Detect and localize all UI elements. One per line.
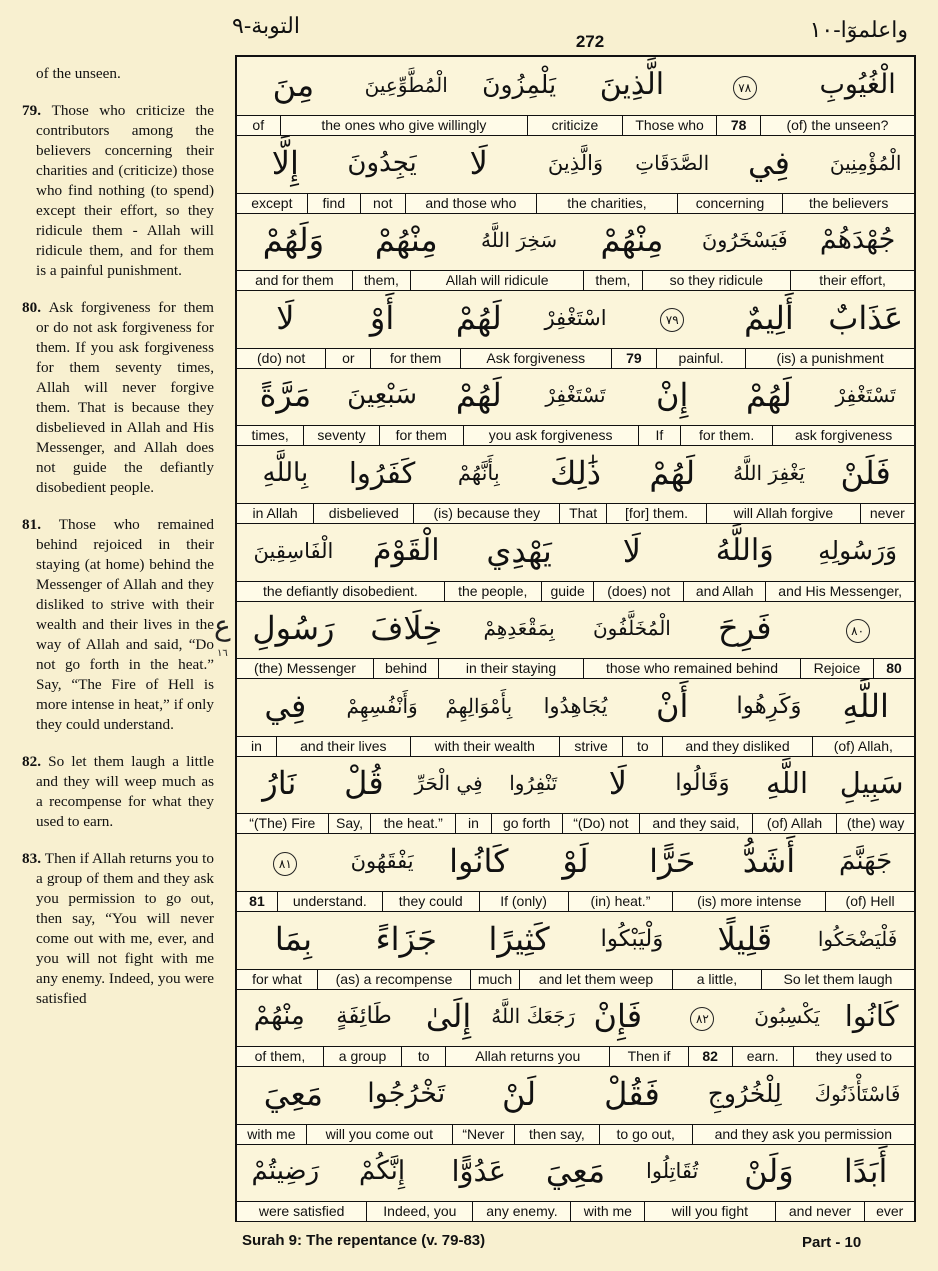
arabic-word: وَأَنْفُسِهِمْ [346,693,418,718]
arabic-word: مِنَ [272,66,315,104]
word-meaning: (is) because they [414,504,560,523]
word-meaning: and His Messenger, [778,582,903,599]
arabic-word: لَوْ [562,842,589,880]
word-meaning: them, [584,271,642,290]
verse-text: So let them laugh a little and they will weep much as a recompense for what they used to earn. [36,753,214,830]
verse-text: of the unseen. [36,65,121,82]
ruku-marker [214,609,231,668]
arabic-word: الْمُؤْمِنِينَ [829,150,902,175]
word-meaning: (of) Hell [845,893,895,909]
word-meaning: with their wealth [411,737,560,756]
word-meaning: So let them laugh [783,970,893,987]
word-meaning: strive [560,737,623,756]
verse-end-mark: ٨٢ [690,1007,714,1031]
word-meaning: seventy [304,426,380,445]
arabic-word: اسْتَغْفِرْ [544,305,607,330]
word-meaning: with me [237,1125,307,1144]
translation-verse [22,298,214,498]
arabic-row [237,988,914,1046]
arabic-word: فِي [264,686,307,725]
verse-line [237,212,914,290]
word-meaning: except [237,194,308,213]
arabic-word: لِلْخُرُوجِ [707,1078,782,1108]
word-meaning: you ask forgiveness [464,426,639,445]
arabic-word: عَذَابٌ [828,298,904,337]
word-meaning: Indeed, you [367,1202,473,1221]
word-meaning: they could [383,892,480,911]
page-header [0,0,938,54]
word-meaning: for them [371,349,460,368]
arabic-word: وَكَرِهُوا [736,692,802,719]
arabic-word: اللَّهِ [766,766,809,801]
word-meaning: so they ridicule [643,271,792,290]
translation-verse [22,515,214,735]
word-meaning: for what [237,970,318,989]
english-row [237,813,914,834]
arabic-word: مِنْهُمْ [600,221,664,260]
verse-line [237,600,914,678]
arabic-word: أَوْ [369,298,395,337]
arabic-word: تُقَاتِلُوا [646,1159,699,1184]
arabic-word: بِأَنَّهُمْ [457,461,500,485]
verse-end-mark: ٧٨ [733,76,757,100]
word-meaning: disbelieved [314,504,414,523]
word-meaning: 81 [237,892,278,911]
word-meaning: and their lives [277,737,411,756]
word-meaning: 82 [689,1047,733,1066]
word-meaning: times, [237,426,304,445]
word-meaning: the believers [808,194,889,211]
english-row [237,658,914,679]
verse-end-mark: ٨٠ [846,619,870,643]
arabic-word: وَلَهُمْ [262,221,325,260]
arabic-word: بِاللَّهِ [262,458,309,488]
word-meaning: or [326,349,371,368]
arabic-word: ذَٰلِكَ [550,454,601,492]
arabic-word: مَعِيَ [263,1074,324,1113]
word-meaning: find [308,194,361,213]
arabic-word: كَانُوا [449,842,509,880]
arabic-word: فِي [747,143,790,182]
word-meaning: them, [353,271,411,290]
arabic-word: يَهْدِي [486,531,552,570]
arabic-word: بِأَمْوَالِهِمْ [445,693,513,718]
verse-number: 82. [22,753,49,770]
arabic-word: فِي الْحَرِّ [414,771,483,796]
arabic-word: فَرِحَ [717,609,772,648]
verse-text: Then if Allah returns you to a group of them and they ask you permission to go out, then say, “You will never come out with me, ever, and you will not fight with me any enemy. Indeed, you were satisfied [36,850,215,1007]
arabic-word: قُلْ [344,764,384,803]
word-meaning: will Allah forgive [707,504,861,523]
word-meaning: go forth [492,814,563,833]
word-meaning: the ones who give willingly [281,116,529,135]
arabic-word: فَقُلْ [604,1074,660,1113]
arabic-word: رَضِيتُمْ [251,1156,320,1187]
english-row [237,348,914,369]
word-meaning: any enemy. [473,1202,571,1221]
word-meaning: their effort, [819,272,886,289]
word-meaning: (the) way [846,815,905,832]
word-meaning: will you come out [307,1125,453,1144]
arabic-row [237,1066,914,1124]
arabic-word: فَإِنْ [593,997,643,1036]
word-meaning: to go out, [600,1125,693,1144]
word-meaning: (does) not [594,582,684,601]
arabic-word: وَرَسُولِهِ [818,535,898,565]
word-meaning: Ask forgiveness [461,349,612,368]
word-meaning: If [639,426,681,445]
arabic-word: وَلَنْ [744,1152,794,1191]
verse-line [237,988,914,1066]
word-meaning: (in) heat.” [569,892,674,911]
word-meaning: a group [324,1047,402,1066]
word-meaning: will you fight [645,1202,775,1221]
word-meaning: to [623,737,663,756]
word-meaning: Those who [623,116,718,135]
word-meaning: in their staying [439,659,584,678]
arabic-word [237,839,334,883]
word-by-word-grid [235,55,916,1222]
arabic-row [237,755,914,813]
english-row [237,891,914,912]
word-meaning: “Never [453,1125,515,1144]
arabic-word: مَعِيَ [545,1152,606,1191]
word-meaning: understand. [278,892,383,911]
word-meaning: Allah returns you [446,1047,610,1066]
arabic-word: الْغُيُوبِ [819,69,896,100]
arabic-word: يَكْسِبُونَ [754,1004,820,1029]
arabic-word: فَيَسْخَرُونَ [701,228,788,253]
surah-footer: Surah 9: The repentance (v. 79-83) [242,1232,486,1249]
arabic-word: سَبْعِينَ [347,380,417,411]
word-meaning: ask forgiveness [794,427,893,444]
arabic-word: أَنْ [656,686,689,725]
arabic-word: فَاسْتَأْذَنُوكَ [814,1081,901,1106]
word-meaning: [for] them. [607,504,707,523]
word-meaning: (of) Allah [753,814,838,833]
word-meaning: of [237,116,281,135]
arabic-word: كَفَرُوا [348,456,416,490]
arabic-row [237,212,914,270]
arabic-word: كَثِيرًا [488,919,550,958]
arabic-word: اللَّهِ [842,686,889,725]
arabic-word: تَنْفِرُوا [509,771,558,796]
verse-text: Those who criticize the contributors among the believers concerning their charities and (criticize) those who find nothing (to spend) except their effort, so they ridicule them - Allah will ridicule them, and for them is a painful punishment. [36,102,214,279]
word-meaning: and they disliked [663,737,812,756]
arabic-word: إِلَّا [271,143,299,182]
arabic-word: مِنْهُمْ [374,221,438,260]
arabic-word: بِمَقْعَدِهِمْ [483,616,555,641]
arabic-word: وَالَّذِينَ [547,150,604,175]
arabic-word: قَلِيلًا [717,919,773,958]
word-meaning: concerning [678,194,784,213]
english-row [237,115,914,136]
arabic-word: رَسُولِ [252,609,335,648]
arabic-word: لَنْ [502,1074,537,1113]
arabic-word: أَشَدُّ [742,842,796,880]
arabic-word: إِنْ [656,376,689,415]
arabic-row [237,445,914,503]
verse-line [237,911,914,989]
arabic-word: لَا [622,531,642,570]
word-meaning: those who remained behind [584,659,801,678]
arabic-row [237,57,914,115]
arabic-word: أَبَدًا [843,1152,888,1191]
word-meaning: 80 [886,660,902,677]
arabic-row [237,290,914,348]
translation-verse [22,64,214,84]
word-meaning: Say, [329,814,372,833]
word-meaning: (is) more intense [673,892,826,911]
word-meaning: (do) not [237,349,326,368]
arabic-word: تَسْتَغْفِرْ [835,383,896,408]
translation-verse [22,101,214,281]
arabic-word: وَقَالُوا [675,770,730,797]
english-row [237,193,914,214]
juz-header: واعلموٓا-١٠ [809,18,908,43]
word-meaning: not [361,194,406,213]
arabic-word: لَهُمْ [455,298,502,337]
english-row [237,1046,914,1067]
word-meaning: were satisfied [237,1202,367,1221]
arabic-word: حَرًّا [649,842,696,880]
arabic-word: لَهُمْ [455,376,502,415]
verse-line [237,755,914,833]
arabic-row [237,600,914,658]
arabic-word: فَلَنْ [840,454,891,492]
word-meaning: earn. [733,1047,794,1066]
word-meaning: never [869,505,905,521]
english-row [237,503,914,524]
arabic-word: رَجَعَكَ اللَّهُ [491,1004,576,1029]
english-row [237,270,914,291]
word-meaning: (of) Allah, [833,737,893,754]
word-meaning: “(Do) not [563,814,641,833]
english-row [237,425,914,446]
verse-line [237,678,914,756]
verse-line [237,523,914,601]
word-meaning: That [560,504,607,523]
arabic-word: يَفْقَهُونَ [350,849,414,873]
arabic-word: الْفَاسِقِينَ [253,538,334,563]
arabic-word: لَهُمْ [746,376,792,415]
word-meaning: the heat.” [371,814,456,833]
arabic-word: لَا [608,764,627,803]
arabic-word: طَائِفَةٍ [336,1003,392,1030]
arabic-word: أَلِيمٌ [744,298,794,337]
arabic-row [237,367,914,425]
arabic-row [237,1143,914,1201]
word-meaning: for them [380,426,464,445]
arabic-word: يُجَاهِدُوا [543,693,608,718]
arabic-word: تَسْتَغْفِرْ [545,383,606,408]
word-meaning: of them, [237,1047,324,1066]
arabic-word: وَاللَّهُ [715,532,774,568]
verse-line [237,290,914,368]
arabic-word: إِنَّكُمْ [359,1156,406,1187]
arabic-word [660,994,745,1038]
arabic-word: تَخْرُجُوا [367,1077,446,1109]
verse-end-mark: ٨١ [273,852,297,876]
word-meaning: Rejoice [801,659,874,678]
arabic-word: مِنْهُمْ [253,1001,305,1032]
verse-number: 80. [22,299,49,316]
word-meaning: 79 [612,349,657,368]
word-meaning: in Allah [237,504,314,523]
word-meaning: for them. [681,426,773,445]
verse-line [237,57,914,135]
arabic-word: جَزَاءً [375,919,437,958]
verse-line [237,445,914,523]
arabic-word: كَانُوا [844,999,899,1034]
translation-verse [22,752,214,832]
translation-column [22,64,214,1026]
verse-text: Ask forgiveness for them or do not ask forgiveness for them. If you ask forgiveness for them seventy times, Allah will never forgive them. That is because they disbelieved in Allah and His Messenger, and Allah does not guide the defiantly disobedient people. [36,299,214,496]
word-meaning: and those who [406,194,538,213]
word-meaning: If (only) [480,892,569,911]
arabic-word [801,606,914,650]
ruku-number: ١٦ [216,648,228,659]
english-row [237,969,914,990]
arabic-word: الْقَوْمَ [372,532,440,568]
arabic-row [237,135,914,193]
english-row [237,581,914,602]
arabic-word: يَغْفِرَ اللَّهُ [733,461,805,485]
word-meaning: in [237,737,277,756]
word-meaning: and for them [237,271,353,290]
arabic-word: جَهَنَّمَ [839,846,893,876]
arabic-word: سَبِيلِ [839,766,904,801]
verse-number: 83. [22,850,45,867]
word-meaning: Allah will ridicule [411,271,584,290]
verse-end-mark: ٧٩ [660,308,684,332]
arabic-row [237,911,914,969]
arabic-word: عَدُوًّا [451,1154,507,1189]
arabic-word: بِمَا [274,919,312,958]
word-meaning: and they ask you permission [714,1125,892,1142]
word-meaning: and Allah [684,582,766,601]
page-number: 272 [575,32,605,51]
arabic-word: الَّذِينَ [599,67,665,102]
word-meaning: guide [542,582,595,601]
arabic-word: نَارُ [262,764,297,803]
word-meaning: and never [776,1202,866,1221]
arabic-word: لَا [276,298,295,337]
arabic-word: يَلْمِزُونَ [482,70,557,99]
arabic-word: الصَّدَقَاتِ [635,150,710,175]
word-meaning: then say, [515,1125,600,1144]
arabic-row [237,833,914,891]
word-meaning: a little, [673,970,762,989]
word-meaning: with me [571,1202,645,1221]
english-row [237,1124,914,1145]
arabic-word: وَلْيَبْكُوا [600,925,664,952]
verse-line [237,1066,914,1144]
english-row [237,1201,914,1222]
word-meaning: in [456,814,492,833]
word-meaning: criticize [528,116,623,135]
arabic-word: جُهْدَهُمْ [819,224,896,256]
arabic-row [237,678,914,736]
arabic-word: لَا [469,143,488,182]
arabic-row [237,523,914,581]
arabic-word: مَرَّةً [259,376,312,415]
arabic-word: خِلَافَ [370,609,443,648]
word-meaning: the defiantly disobedient. [237,582,445,601]
arabic-word: الْمُخَلَّفُونَ [592,616,671,641]
word-meaning: painful. [657,349,746,368]
word-meaning: and let them weep [520,970,673,989]
word-meaning: to [402,1047,446,1066]
arabic-word: الْمُطَّوِّعِينَ [364,73,448,97]
word-meaning: (the) Messenger [237,659,374,678]
word-meaning: 78 [717,116,761,135]
arabic-word [624,296,721,340]
word-meaning: behind [374,659,439,678]
word-meaning: the charities, [537,194,677,213]
word-meaning: they used to [815,1048,893,1065]
word-meaning: the people, [445,582,542,601]
word-meaning: (of) the unseen? [786,117,889,133]
verse-line [237,135,914,213]
word-meaning: ever [876,1203,904,1220]
verse-line [237,367,914,445]
word-meaning: and they said, [640,814,753,833]
arabic-word: لَهُمْ [649,454,696,492]
arabic-word: فَلْيَضْحَكُوا [817,926,898,951]
arabic-word: يَجِدُونَ [347,147,417,178]
word-meaning: Then if [610,1047,688,1066]
arabic-word [688,63,801,107]
verse-line [237,833,914,911]
verse-line [237,1143,914,1221]
surah-header: التوبة-٩ [232,14,300,39]
word-meaning: much [471,970,520,989]
word-meaning: “(The) Fire [237,814,329,833]
arabic-word: إِلَىٰ [425,997,472,1036]
verse-number: 79. [22,102,52,119]
verse-text: Those who remained behind rejoiced in their staying (at home) behind the Messenger of Allah and they disliked to strive with their wealth and their lives in the way of Allah and said, “Do not go forth in the heat.” Say, “The Fire of Hell is more intense in heat,” if only they could understand. [36,516,214,733]
english-row [237,736,914,757]
translation-verse [22,849,214,1009]
word-meaning: (is) a punishment [776,349,884,366]
word-meaning: (as) a recompense [318,970,471,989]
verse-number: 81. [22,516,59,533]
arabic-word: سَخِرَ اللَّهُ [481,228,558,253]
ruku-glyph: ع [214,609,231,642]
part-footer: Part - 10 [802,1234,862,1251]
